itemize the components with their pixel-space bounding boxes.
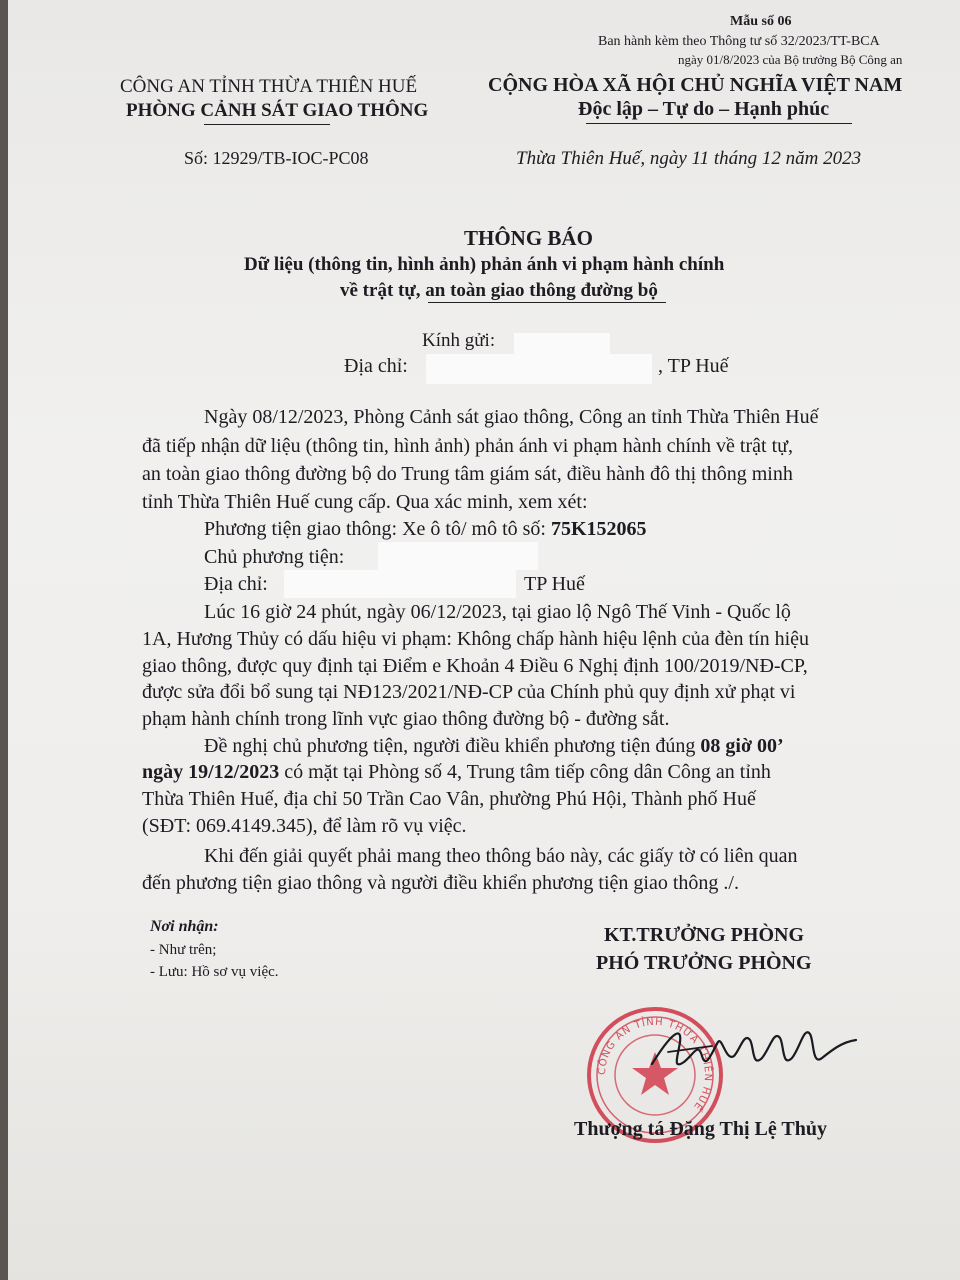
place-date: Thừa Thiên Huế, ngày 11 tháng 12 năm 2023 [516, 148, 862, 169]
body-line: (SĐT: 069.4149.345), để làm rõ vụ việc. [142, 815, 467, 837]
body-line: Ngày 08/12/2023, Phòng Cảnh sát giao thông, Công an tỉnh Thừa Thiên Huế [204, 406, 819, 428]
body-text: có mặt tại Phòng số 4, Trung tâm tiếp công dân Công an tỉnh [279, 761, 771, 783]
redacted-owner-name [378, 542, 538, 570]
document-page [8, 0, 960, 1280]
body-line: tỉnh Thừa Thiên Huế cung cấp. Qua xác minh, xem xét: [142, 491, 588, 513]
agency-department: PHÒNG CẢNH SÁT GIAO THÔNG [126, 100, 429, 121]
document-number: Số: 12929/TB-IOC-PC08 [184, 148, 369, 168]
national-motto: Độc lập – Tự do – Hạnh phúc [578, 98, 830, 120]
recipient-address-city: , TP Huế [658, 355, 729, 377]
document-subtitle-line1: Dữ liệu (thông tin, hình ảnh) phản ánh vi phạm hành chính [244, 254, 725, 275]
vehicle-label: Phương tiện giao thông: Xe ô tô/ mô tô số: [204, 518, 551, 540]
body-line: phạm hành chính trong lĩnh vực giao thông đường bộ - đường sắt. [142, 708, 670, 730]
form-issued-line1: Ban hành kèm theo Thông tư số 32/2023/TT-BCA [598, 34, 880, 49]
agency-name: CÔNG AN TỈNH THỪA THIÊN HUẾ [120, 76, 418, 97]
redacted-owner-address [284, 570, 516, 598]
handwritten-signature [642, 1012, 862, 1086]
signer-title-2: PHÓ TRƯỞNG PHÒNG [596, 952, 812, 974]
title-underline [428, 302, 666, 303]
vehicle-line [204, 515, 960, 544]
form-issued-line2: ngày 01/8/2023 của Bộ trưởng Bộ Công an [678, 52, 903, 67]
seal-ring-text: CÔNG AN TỈNH THỪA THIÊN HUẾ [596, 1016, 714, 1113]
national-title: CỘNG HÒA XÃ HỘI CHỦ NGHĨA VIỆT NAM [488, 74, 903, 96]
motto-underline [586, 123, 852, 124]
owner-address-city: TP Huế [524, 573, 585, 595]
body-line: đã tiếp nhận dữ liệu (thông tin, hình ảnh) phản ánh vi phạm hành chính về trật tự, [142, 435, 793, 457]
body-line: Khi đến giải quyết phải mang theo thông báo này, các giấy tờ có liên quan [204, 845, 798, 867]
recipients-list-item: - Như trên; [150, 942, 217, 958]
body-line: giao thông, được quy định tại Điểm e Khoản 4 Điều 6 Nghị định 100/2019/NĐ-CP, [142, 655, 808, 677]
body-text: Đề nghị chủ phương tiện, người điều khiển phương tiện đúng [204, 735, 701, 757]
recipient-address-label: Địa chỉ: [344, 355, 408, 377]
vehicle-plate: 75K152065 [550, 518, 647, 540]
body-line [142, 758, 942, 787]
body-line: 1A, Hương Thủy có dấu hiệu vi phạm: Không chấp hành hiệu lệnh của đèn tín hiệu [142, 628, 810, 650]
document-subtitle-line2: về trật tự, an toàn giao thông đường bộ [340, 280, 658, 301]
form-number: Mẫu số 06 [730, 14, 792, 29]
agency-underline [204, 124, 330, 125]
document-title: THÔNG BÁO [464, 226, 593, 250]
signer-title-1: KT.TRƯỞNG PHÒNG [604, 924, 804, 946]
body-line: Thừa Thiên Huế, địa chỉ 50 Trần Cao Vân, phường Phú Hội, Thành phố Huế [142, 788, 756, 810]
appointment-time: 08 giờ 00’ [700, 735, 784, 757]
owner-label: Chủ phương tiện: [204, 546, 345, 568]
body-line [204, 732, 960, 761]
redacted-recipient-address [426, 354, 652, 384]
body-line: đến phương tiện giao thông và người điều khiển phương tiện giao thông ./. [142, 872, 739, 894]
body-line: được sửa đổi bổ sung tại NĐ123/2021/NĐ-CP của Chính phủ quy định xử phạt vi [142, 681, 796, 703]
signer-name: Thượng tá Đặng Thị Lệ Thủy [574, 1118, 827, 1140]
body-line: an toàn giao thông đường bộ do Trung tâm giám sát, điều hành đô thị thông minh [142, 463, 793, 485]
body-line: Lúc 16 giờ 24 phút, ngày 06/12/2023, tại giao lộ Ngô Thế Vinh - Quốc lộ [204, 601, 791, 623]
recipient-label: Kính gửi: [422, 330, 496, 351]
recipients-list-label: Nơi nhận: [150, 918, 219, 935]
recipients-list-item: - Lưu: Hồ sơ vụ việc. [150, 964, 279, 980]
owner-address-label: Địa chỉ: [204, 573, 268, 595]
appointment-date: ngày 19/12/2023 [142, 761, 280, 783]
